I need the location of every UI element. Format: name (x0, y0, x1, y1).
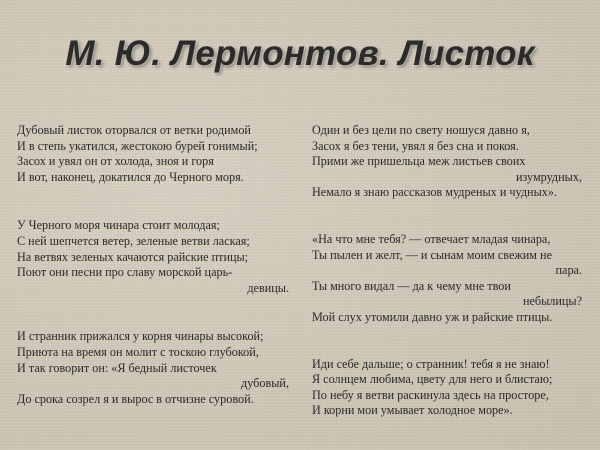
poem-line: Ты пылен и желт, — и сынам моим свежим не (312, 247, 552, 262)
poem-line: С ней шепчется ветер, зеленые ветви лаская; (17, 233, 250, 248)
poem-line: Немало я знаю рассказов мудреных и чудных». (312, 185, 557, 200)
poem-line-continuation: небылицы? (522, 294, 582, 309)
poem-line: Поют они песни про славу морской царь- (17, 265, 233, 280)
poem-line: На ветвях зеленых качаются райские птицы; (17, 249, 249, 264)
poem-line: Прими же пришельца меж листьев своих (312, 154, 526, 169)
slide-title: М. Ю. Лермонтов. Листок (65, 34, 535, 73)
stanza-3 (17, 329, 289, 407)
stanza-5 (312, 232, 582, 326)
poem-line: «На что мне тебя? — отвечает младая чинара, (312, 231, 551, 246)
poem-line: Я солнцем любима, цвету для него и блистаю; (312, 372, 553, 387)
poem-line-continuation: изумрудных, (515, 169, 582, 184)
stanza-4 (312, 123, 582, 201)
poem-line-continuation: пара. (555, 263, 582, 278)
poem-line: Засох я без тени, увял я без сна и покоя. (312, 138, 519, 153)
poem-line-continuation: дубовый, (241, 376, 289, 391)
poem-line: По небу я ветви раскинула здесь на просторе, (312, 387, 549, 402)
poem-line: У Черного моря чинара стоит молодая; (17, 218, 220, 233)
poem-column-right (312, 123, 582, 449)
stanza-1 (17, 123, 289, 185)
poem-line: Дубовый листок оторвался от ветки родимой (17, 123, 251, 137)
poem-line: И корни мои умывает холодное море». (312, 403, 513, 418)
poem-line: И странник прижался у корня чинары высокой; (17, 329, 264, 344)
poem-line: Один и без цели по свету ношуся давно я, (312, 123, 530, 137)
poem-line: Иди себе дальше; о странник! тебя я не знаю! (312, 356, 550, 371)
poem-line-continuation: девицы. (247, 280, 289, 295)
stanza-6 (312, 357, 582, 419)
poem-line: Ты много видал — да к чему мне твои (312, 278, 511, 293)
poem-line: И так говорит он: «Я бедный листочек (17, 360, 217, 375)
poem-line: До срока созрел я и вырос в отчизне суровой. (17, 391, 254, 406)
stanza-2 (17, 218, 289, 296)
poem-line: И в степь укатился, жестокою бурей гонимый; (17, 138, 258, 153)
poem-line: Засох и увял он от холода, зноя и горя (17, 154, 214, 169)
poem-line: И вот, наконец, докатился до Черного моря. (17, 169, 244, 184)
poem-line: Мой слух утомили давно уж и райские птицы. (312, 309, 553, 324)
poem-line: Приюта на время он молит с тоскою глубокой, (17, 344, 259, 359)
poem-column-left (17, 123, 289, 437)
